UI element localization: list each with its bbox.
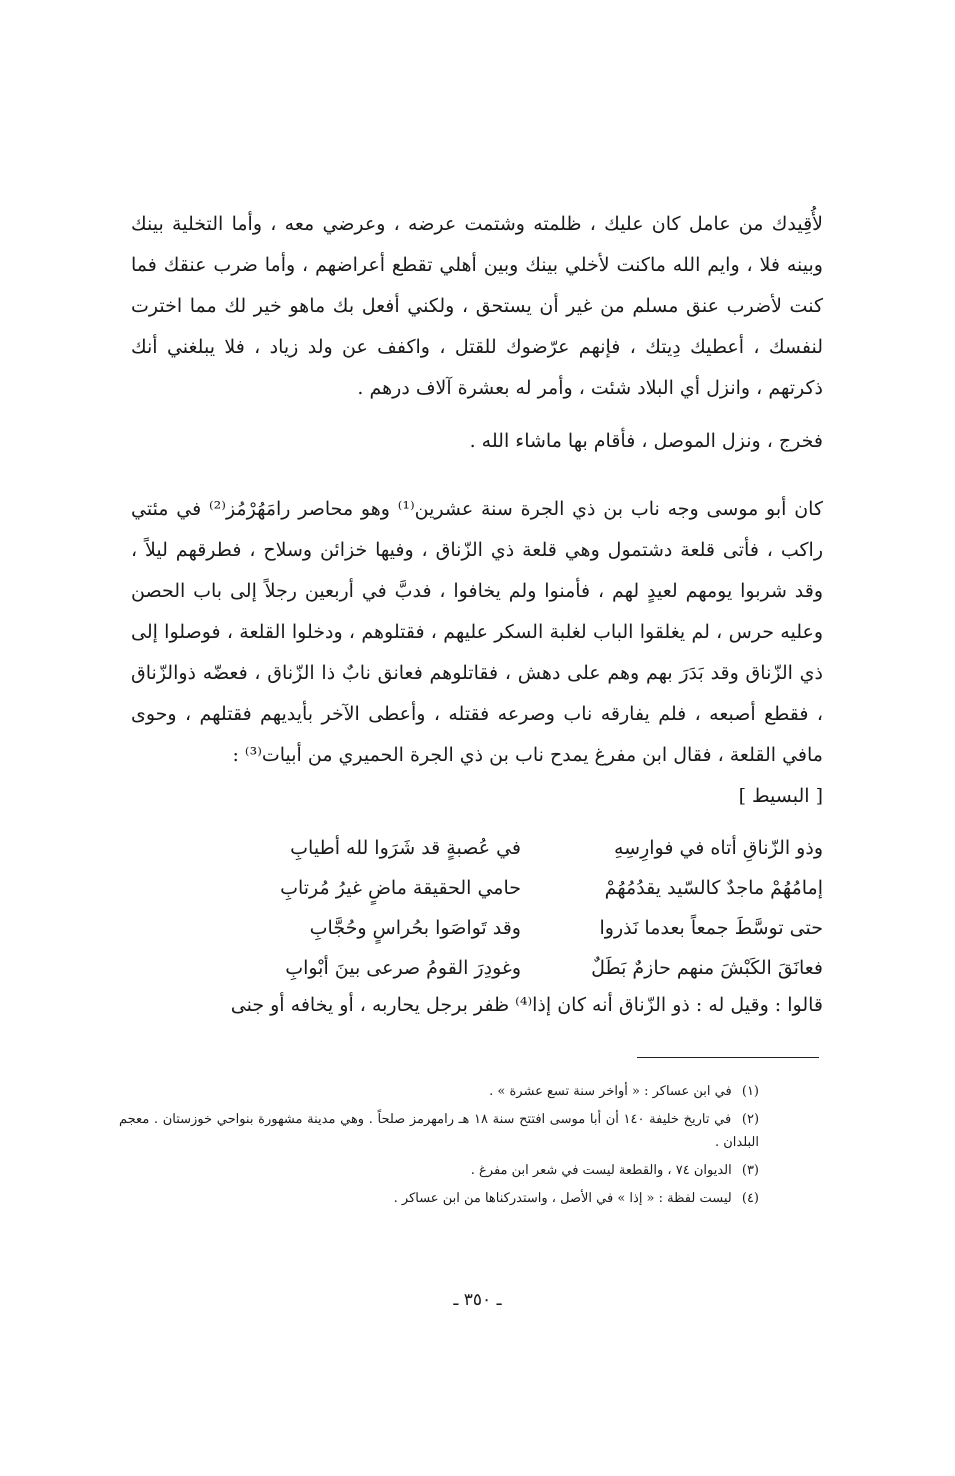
footnote-3-text: الديوان ٧٤ ، والقطعة ليست في شعر ابن مفرغ . [470,1163,732,1178]
poem-verse-2 [131,868,823,908]
paragraph-2: فخرج ، ونزل الموصل ، فأقام بها ماشاء الله . [469,430,823,452]
verse-4-second-hemistich: وغودِرَ القومُ صرعى بينَ أبْوابِ [285,957,521,979]
footnote-2 [119,1108,759,1154]
footnote-1-text: في ابن عساكر : « أواخر سنة تسع عشرة » . [489,1084,732,1099]
footnote-1-number: (١) [741,1084,759,1099]
poem-meter-label: [ البسيط ] [738,785,823,807]
poem-verse-4 [131,948,823,988]
paragraph-3 [131,489,823,817]
footnote-3 [119,1159,759,1182]
footnote-2-number: (٢) [741,1112,760,1127]
poem [131,828,823,988]
verse-1-second-hemistich: في عُصبةٍ قد شَرَوا لله أطيابِ [290,837,521,859]
page-number: ـ ٣٥٠ ـ [453,1290,502,1310]
poem-verse-3 [131,908,823,948]
footnote-1 [119,1080,759,1103]
verse-4-first-hemistich: فعانَقَ الكَبْشَ منهم حازمٌ بَطَلٌ [591,957,823,979]
footnote-4 [119,1187,759,1210]
paragraph-1: لأُقِيدك من عامل كان عليك ، ظلمته وشتمت عرضه ، وعرضي معه ، وأما التخلية بينك وبينه فلا ، وايم الله ماكنت لأخلي بينك وبين أهلي تقطع أعراضهم ، وأما ضرب عنقك فما كنت لأضرب عنق مسلم من غير أن يستحق ، ولكني أفعل بك ماهو خير لك مما اخترت لنفسك ، أعطيك دِيتك ، فإنهم عرّضوك للقتل ، واكفف عن ولد زياد ، فلا يبلغني أنك ذكرتهم ، وانزل أي البلاد شئت ، وأمر له بعشرة آلاف درهم . [131,213,823,399]
paragraph-3-text: كان أبو موسى وجه ناب بن ذي الجرة سنة عشرين⁽¹⁾ وهو محاصر رامَهُرْمُز⁽²⁾ في مئتي راكب ، فأتى قلعة دشتمول وهي قلعة ذي الزّناق ، وفيها خزائن وسلاح ، فطرقهم ليلاً ، وقد شربوا يومهم لعيدٍ لهم ، فأمنوا ولم يخافوا ، فدبَّ في أربعين رجلاً إلى باب الحصن وعليه حرس ، لم يغلقوا الباب لغلبة السكر عليهم ، فقتلوهم ، ودخلوا القلعة ، فوصلوا إلى ذي الزّناق وقد بَدَرَ بهم وهم على دهش ، فقاتلوهم فعانق نابٌ ذا الزّناق ، فعضّه ذوالزّناق ، فقطع أصبعه ، فلم يفارقه ناب وصرعه فقتله ، وأعطى الآخر بأيديهم فقتلهم ، وحوى مافي القلعة ، فقال ابن مفرغ يمدح ناب بن ذي الجرة الحميري من أبيات⁽³⁾ : [131,498,824,766]
footnote-4-number: (٤) [741,1191,759,1206]
verse-1-first-hemistich: وذو الزّناقِ أتاه في فوارِسِهِ [613,837,823,859]
footnote-4-text: ليست لفظة : « إذا » في الأصل ، واستدركناها من ابن عساكر . [393,1191,732,1206]
verse-3-second-hemistich: وقد تَواصَوا بحُراسٍ وحُجَّابِ [309,917,521,939]
footnote-3-number: (٣) [741,1163,759,1178]
verse-2-first-hemistich: إمامُهُمْ ماجدٌ كالسّيد يقدُمُهُمْ [604,877,823,899]
poem-verse-1 [131,828,823,868]
verse-3-first-hemistich: حتى توسَّطَ جمعاً بعدما نَذروا [599,917,823,939]
footnotes [119,1080,759,1215]
verse-2-second-hemistich: حامي الحقيقة ماضٍ غيرُ مُرتابِ [280,877,521,899]
footnote-separator [637,1057,819,1058]
footnote-2-text: في تاريخ خليفة ١٤٠ أن أبا موسى افتتح سنة ١٨ هـ رامهرمز صلحاً . وهي مدينة مشهورة بنواحي خوزستان . معجم البلدان . [119,1112,759,1150]
paragraph-4: قالوا : وقيل له : ذو الزّناق أنه كان إذا⁽⁴⁾ ظفر برجل يحاربه ، أو يخافه أو جنى [230,994,823,1016]
